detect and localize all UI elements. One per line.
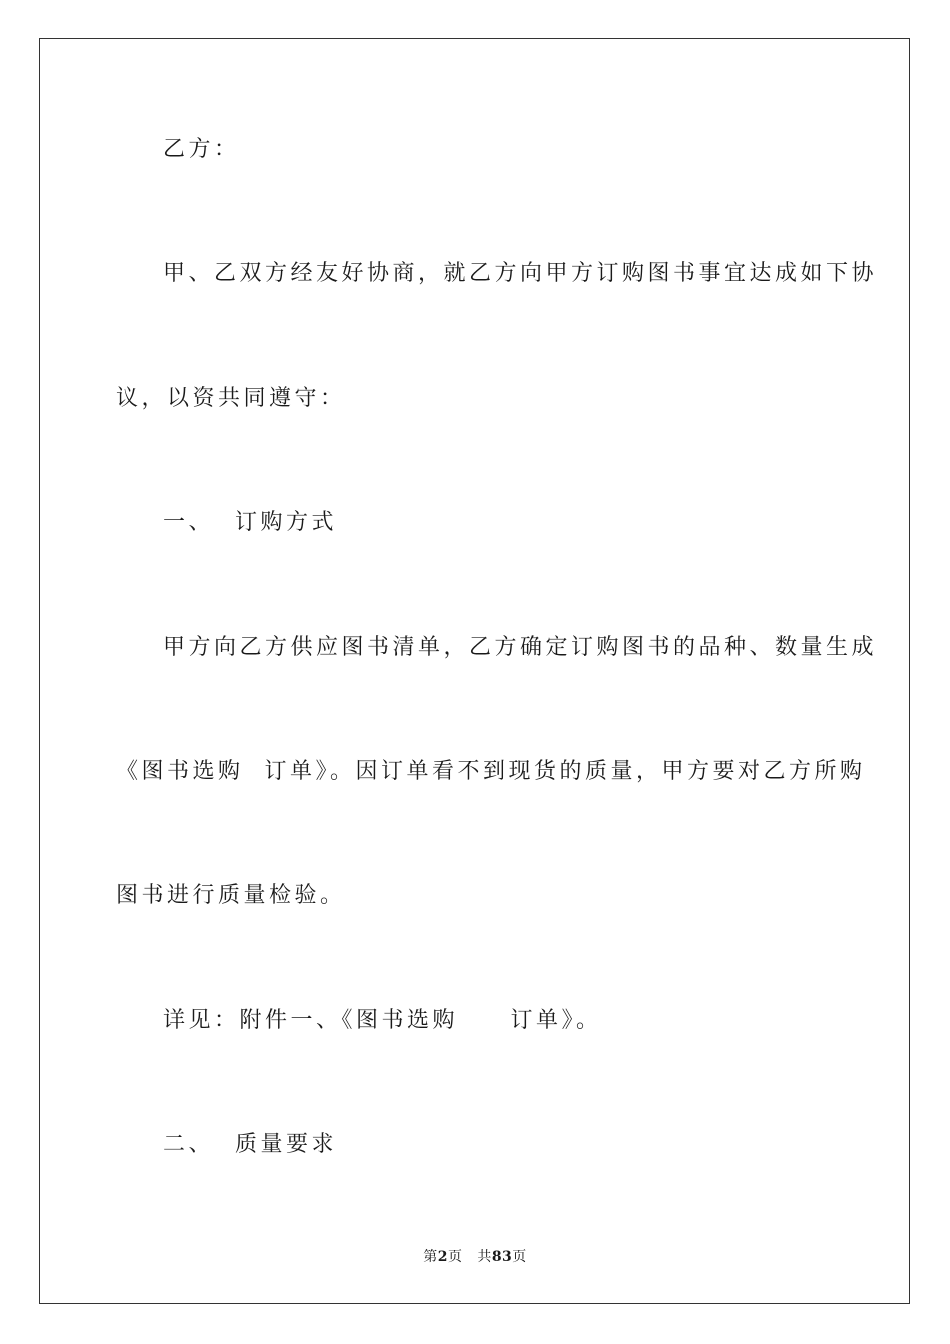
- paragraph-intro-line-1: 甲、乙双方经友好协商，就乙方向甲方订购图书事宜达成如下协: [163, 261, 878, 286]
- footer-page-suffix: 页: [447, 1249, 463, 1265]
- footer-total-prefix: 共: [477, 1249, 492, 1265]
- section-heading-1: 一、 订购方式: [163, 510, 337, 535]
- footer-prefix: 第: [423, 1249, 438, 1265]
- footer-total-suffix: 页: [512, 1249, 527, 1265]
- paragraph-order-line-1: 甲方向乙方供应图书清单，乙方确定订购图书的品种、数量生成: [163, 635, 878, 660]
- page-border: [39, 38, 910, 1304]
- paragraph-order-line-2: 《图书选购 订单》。因订单看不到现货的质量，甲方要对乙方所购: [116, 759, 866, 784]
- attachment-reference: 详见：附件一、《图书选购 订单》。: [163, 1008, 602, 1033]
- party-b-label: 乙方：: [163, 137, 240, 162]
- paragraph-order-line-3: 图书进行质量检验。: [116, 883, 346, 908]
- footer-total-pages: 83: [491, 1249, 513, 1265]
- paragraph-intro-line-2: 议，以资共同遵守：: [116, 386, 346, 411]
- section-heading-2: 二、 质量要求: [163, 1132, 337, 1157]
- page-footer: [0, 1247, 950, 1267]
- footer-page-number: 2: [437, 1249, 448, 1265]
